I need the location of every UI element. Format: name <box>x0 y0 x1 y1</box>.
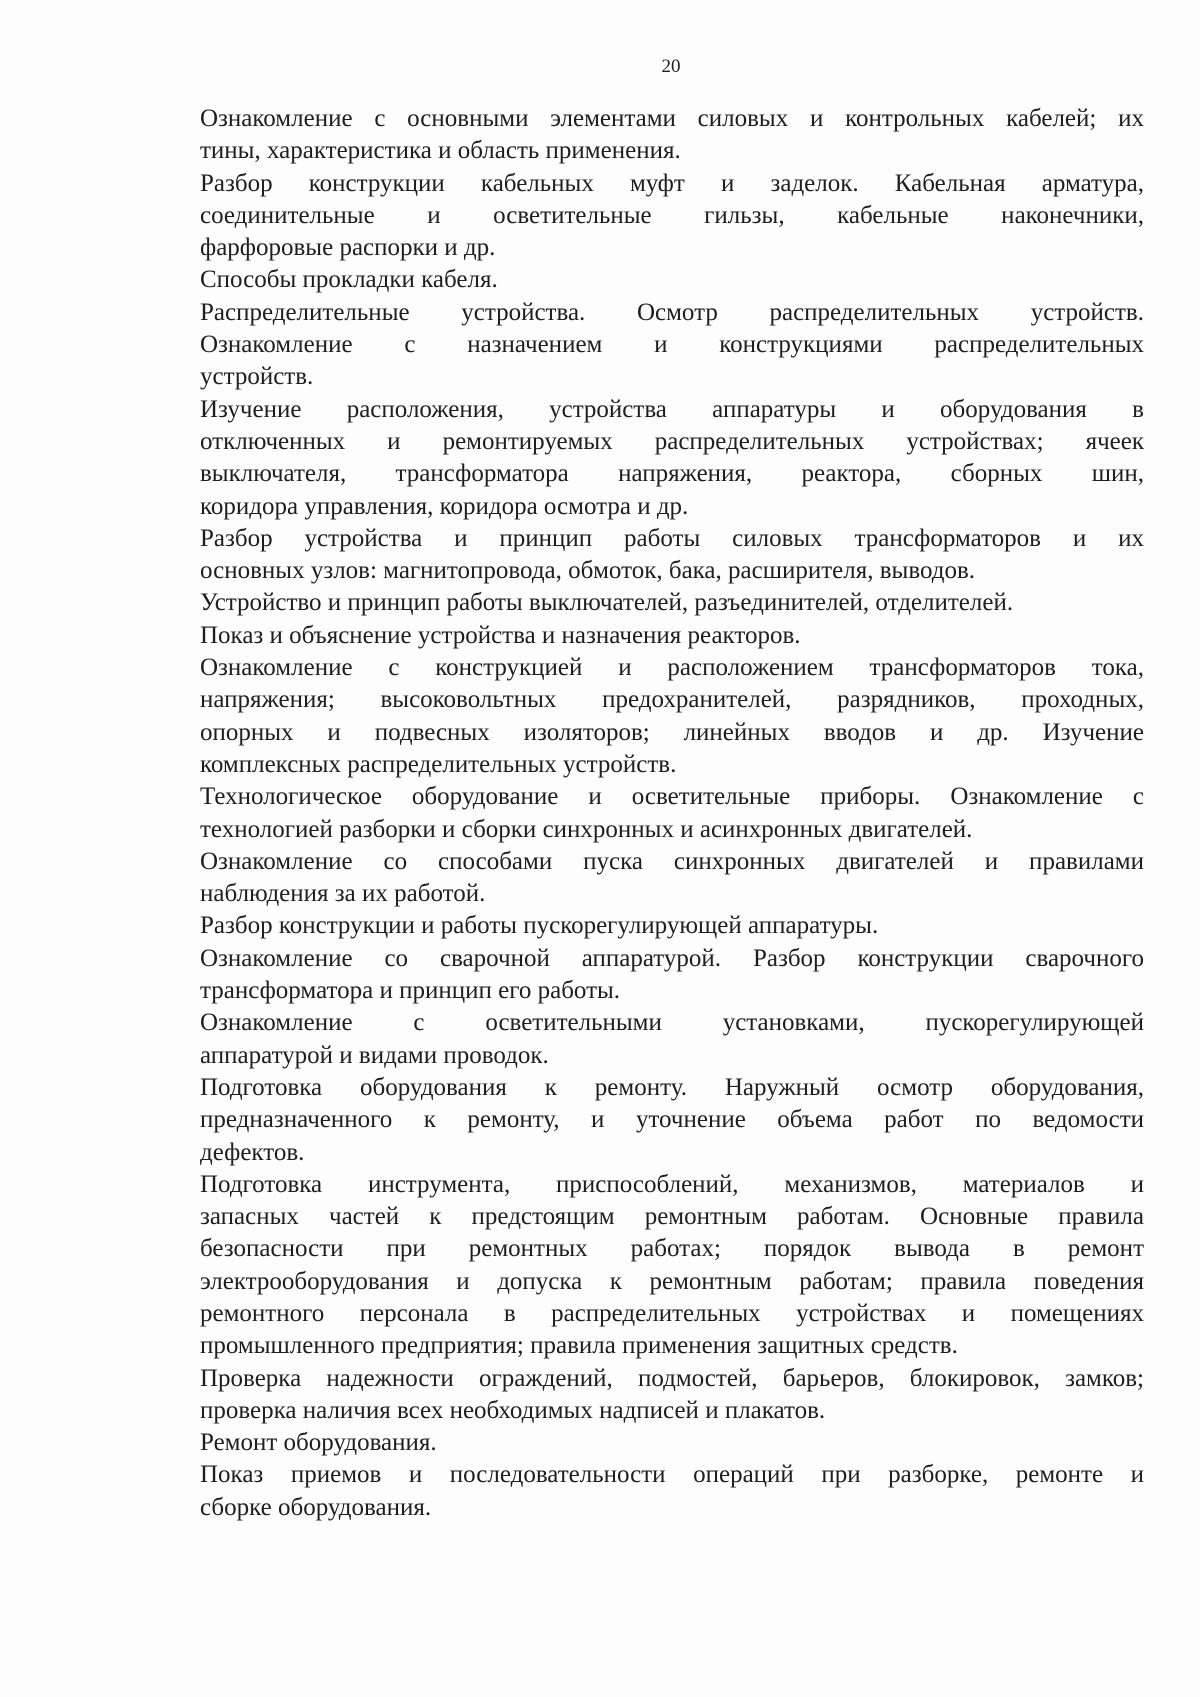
text-line: коридора управления, коридора осмотра и др. <box>200 492 689 520</box>
text-line: Ознакомление с назначением и конструкциями распределительных <box>200 331 1144 359</box>
text-line: выключателя, трансформатора напряжения, реактора, сборных шин, <box>200 460 1144 488</box>
text-line: безопасности при ремонтных работах; порядок вывода в ремонт <box>200 1235 1144 1263</box>
paragraph <box>200 394 1144 523</box>
text-line: сборке оборудования. <box>200 1493 432 1521</box>
paragraph <box>200 523 1144 588</box>
paragraph <box>200 1169 1144 1363</box>
text-line: предназначенного к ремонту, и уточнение объема работ по ведомости <box>200 1106 1144 1134</box>
text-line: фарфоровые распорки и др. <box>200 234 496 262</box>
body-text <box>200 103 1144 1524</box>
text-line: Проверка надежности ограждений, подмостей, барьеров, блокировок, замков; <box>200 1364 1144 1392</box>
text-line: основных узлов: магнитопровода, обмоток, бака, расширителя, выводов. <box>200 557 976 585</box>
text-line: Изучение расположения, устройства аппаратуры и оборудования в <box>200 395 1144 423</box>
text-line: промышленного предприятия; правила применения защитных средств. <box>200 1332 958 1360</box>
text-line: устройств. <box>200 363 314 391</box>
text-line: тины, характеристика и область применения. <box>200 137 681 165</box>
text-line: Ознакомление со сварочной аппаратурой. Разбор конструкции сварочного <box>200 944 1144 972</box>
text-line: Показ и объяснение устройства и назначения реакторов. <box>200 621 801 649</box>
text-line: напряжения; высоковольтных предохранителей, разрядников, проходных, <box>200 686 1144 714</box>
text-line: Показ приемов и последовательности операций при разборке, ремонте и <box>200 1461 1144 1489</box>
text-line: Ознакомление со способами пуска синхронных двигателей и правилами <box>200 847 1144 875</box>
text-line: проверка наличия всех необходимых надписей и плакатов. <box>200 1396 826 1424</box>
text-line: аппаратурой и видами проводок. <box>200 1041 549 1069</box>
text-line: Технологическое оборудование и осветительные приборы. Ознакомление с <box>200 783 1144 811</box>
text-line: соединительные и осветительные гильзы, кабельные наконечники, <box>200 201 1144 229</box>
paragraph <box>200 943 1144 1008</box>
paragraph <box>200 1007 1144 1072</box>
paragraph <box>200 297 1144 394</box>
text-line: Способы прокладки кабеля. <box>200 266 498 294</box>
text-line: опорных и подвесных изоляторов; линейных вводов и др. Изучение <box>200 718 1144 746</box>
paragraph <box>200 781 1144 846</box>
text-line: запасных частей к предстоящим ремонтным работам. Основные правила <box>200 1203 1144 1231</box>
paragraph <box>200 620 1144 652</box>
paragraph <box>200 910 1144 942</box>
text-line: электрооборудования и допуска к ремонтным работам; правила поведения <box>200 1267 1144 1295</box>
text-line: Ремонт оборудования. <box>200 1429 437 1457</box>
paragraph <box>200 1459 1144 1524</box>
page-number: 20 <box>661 56 681 77</box>
text-line: Ознакомление с конструкцией и расположением трансформаторов тока, <box>200 654 1144 682</box>
text-line: наблюдения за их работой. <box>200 880 486 908</box>
text-line: комплексных распределительных устройств. <box>200 750 677 778</box>
paragraph <box>200 1427 1144 1459</box>
text-line: трансформатора и принцип его работы. <box>200 977 621 1005</box>
paragraph <box>200 1363 1144 1428</box>
paragraph <box>200 264 1144 296</box>
text-line: Разбор конструкции кабельных муфт и заделок. Кабельная арматура, <box>200 169 1144 197</box>
text-line: Разбор конструкции и работы пускорегулирующей аппаратуры. <box>200 912 879 940</box>
text-line: Устройство и принцип работы выключателей, разъединителей, отделителей. <box>200 589 1014 617</box>
paragraph <box>200 103 1144 168</box>
paragraph <box>200 587 1144 619</box>
text-line: Ознакомление с осветительными установками, пускорегулирующей <box>200 1009 1144 1037</box>
text-line: отключенных и ремонтируемых распределительных устройствах; ячеек <box>200 427 1144 455</box>
text-line: Подготовка оборудования к ремонту. Наружный осмотр оборудования, <box>200 1073 1144 1101</box>
paragraph <box>200 1072 1144 1169</box>
text-line: Подготовка инструмента, приспособлений, механизмов, материалов и <box>200 1170 1144 1198</box>
text-line: Разбор устройства и принцип работы силовых трансформаторов и их <box>200 524 1144 552</box>
text-line: Распределительные устройства. Осмотр распределительных устройств. <box>200 298 1144 326</box>
text-line: дефектов. <box>200 1138 305 1166</box>
paragraph <box>200 168 1144 265</box>
paragraph <box>200 652 1144 781</box>
text-line: ремонтного персонала в распределительных устройствах и помещениях <box>200 1299 1144 1327</box>
text-line: технологией разборки и сборки синхронных и асинхронных двигателей. <box>200 815 973 843</box>
paragraph <box>200 846 1144 911</box>
text-line: Ознакомление с основными элементами силовых и контрольных кабелей; их <box>200 105 1144 132</box>
